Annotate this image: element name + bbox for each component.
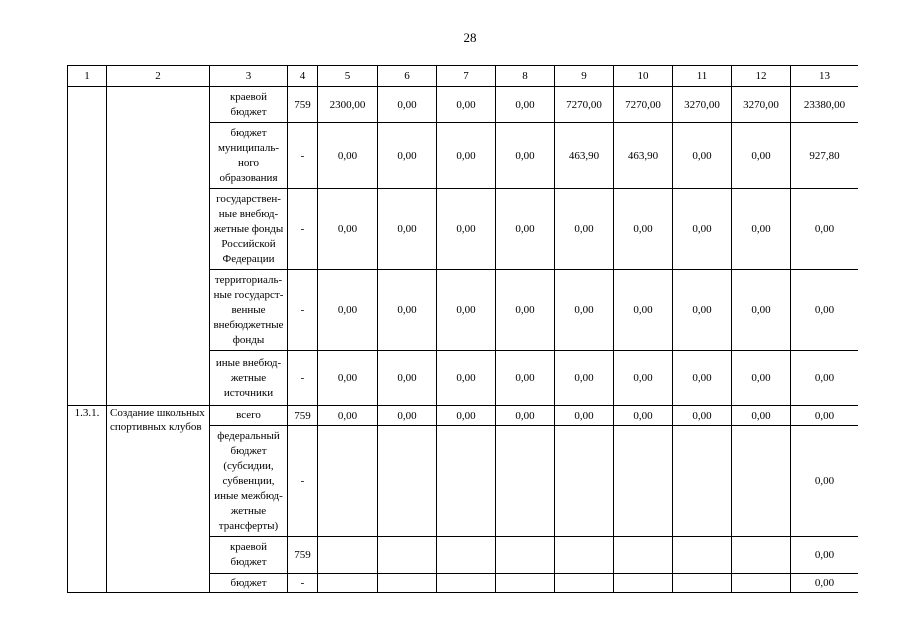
- value-cell: 0,00: [555, 189, 614, 270]
- value-cell: 2300,00: [318, 87, 378, 123]
- value-cell: 463,90: [555, 123, 614, 189]
- funding-source-cell: краевой бюджет: [210, 537, 288, 574]
- code-cell: -: [288, 270, 318, 351]
- row-name-cell: [107, 87, 210, 406]
- value-cell: 0,00: [378, 351, 437, 406]
- funding-source-cell: всего: [210, 406, 288, 426]
- code-cell: -: [288, 426, 318, 537]
- row-code-cell: [68, 87, 107, 406]
- value-cell: [437, 426, 496, 537]
- value-cell: [496, 537, 555, 574]
- value-cell: 0,00: [614, 351, 673, 406]
- value-cell: [555, 537, 614, 574]
- value-cell: 0,00: [555, 270, 614, 351]
- value-cell: 0,00: [732, 406, 791, 426]
- value-cell: [732, 574, 791, 593]
- value-cell: [378, 426, 437, 537]
- value-cell: 0,00: [496, 406, 555, 426]
- value-cell: [318, 426, 378, 537]
- value-cell: [673, 426, 732, 537]
- value-cell: 463,90: [614, 123, 673, 189]
- code-cell: -: [288, 189, 318, 270]
- value-cell: 0,00: [791, 351, 859, 406]
- value-cell: 0,00: [437, 189, 496, 270]
- column-number-9: 9: [555, 66, 614, 87]
- value-cell: [318, 574, 378, 593]
- value-cell: 0,00: [378, 270, 437, 351]
- value-cell: 0,00: [791, 406, 859, 426]
- value-cell: 0,00: [555, 351, 614, 406]
- value-cell: 0,00: [437, 87, 496, 123]
- column-number-7: 7: [437, 66, 496, 87]
- code-cell: 759: [288, 537, 318, 574]
- header-row: [68, 66, 859, 87]
- column-number-1: 1: [68, 66, 107, 87]
- value-cell: [614, 574, 673, 593]
- funding-source-cell: бюджет муниципаль-ного образования: [210, 123, 288, 189]
- value-cell: 0,00: [437, 270, 496, 351]
- value-cell: [496, 574, 555, 593]
- page-number: 28: [463, 30, 477, 45]
- value-cell: 0,00: [673, 351, 732, 406]
- value-cell: [378, 574, 437, 593]
- value-cell: 0,00: [378, 123, 437, 189]
- value-cell: [614, 426, 673, 537]
- code-cell: 759: [288, 406, 318, 426]
- value-cell: 0,00: [496, 123, 555, 189]
- value-cell: 0,00: [614, 270, 673, 351]
- value-cell: 0,00: [732, 351, 791, 406]
- value-cell: 0,00: [496, 270, 555, 351]
- column-number-2: 2: [107, 66, 210, 87]
- value-cell: 3270,00: [732, 87, 791, 123]
- value-cell: 0,00: [437, 123, 496, 189]
- value-cell: 0,00: [555, 406, 614, 426]
- code-cell: -: [288, 574, 318, 593]
- value-cell: [673, 574, 732, 593]
- funding-source-cell: иные внебюд-жетные источники: [210, 351, 288, 406]
- value-cell: 0,00: [437, 406, 496, 426]
- funding-source-cell: федеральный бюджет (субсидии, субвенции, иные межбюд-жетные трансферты): [210, 426, 288, 537]
- column-number-4: 4: [288, 66, 318, 87]
- value-cell: 0,00: [673, 270, 732, 351]
- value-cell: 0,00: [318, 406, 378, 426]
- value-cell: 7270,00: [614, 87, 673, 123]
- value-cell: 0,00: [673, 406, 732, 426]
- value-cell: 0,00: [378, 87, 437, 123]
- column-number-10: 10: [614, 66, 673, 87]
- value-cell: 0,00: [614, 406, 673, 426]
- value-cell: 0,00: [732, 123, 791, 189]
- value-cell: 0,00: [496, 189, 555, 270]
- value-cell: 0,00: [318, 189, 378, 270]
- value-cell: [673, 537, 732, 574]
- value-cell: [555, 574, 614, 593]
- budget-table: [67, 65, 858, 593]
- value-cell: 0,00: [791, 270, 859, 351]
- table-row: [68, 87, 859, 123]
- value-cell: 0,00: [732, 189, 791, 270]
- value-cell: 0,00: [732, 270, 791, 351]
- code-cell: -: [288, 351, 318, 406]
- value-cell: 0,00: [378, 406, 437, 426]
- value-cell: 0,00: [496, 351, 555, 406]
- code-cell: -: [288, 123, 318, 189]
- table-row: [68, 406, 859, 426]
- value-cell: 0,00: [791, 426, 859, 537]
- row-name-cell: Создание школьных спортивных клубов: [107, 406, 210, 593]
- funding-source-cell: краевой бюджет: [210, 87, 288, 123]
- value-cell: 3270,00: [673, 87, 732, 123]
- value-cell: 23380,00: [791, 87, 859, 123]
- column-number-13: 13: [791, 66, 859, 87]
- value-cell: 0,00: [673, 123, 732, 189]
- value-cell: [496, 426, 555, 537]
- value-cell: 0,00: [318, 123, 378, 189]
- value-cell: 7270,00: [555, 87, 614, 123]
- funding-source-cell: территориаль-ные государст-венные внебюджетные фонды: [210, 270, 288, 351]
- column-number-5: 5: [318, 66, 378, 87]
- value-cell: [732, 426, 791, 537]
- value-cell: 0,00: [614, 189, 673, 270]
- value-cell: [437, 537, 496, 574]
- value-cell: 0,00: [437, 351, 496, 406]
- value-cell: 0,00: [318, 270, 378, 351]
- budget-table-container: [67, 65, 858, 597]
- value-cell: 0,00: [791, 537, 859, 574]
- column-number-8: 8: [496, 66, 555, 87]
- column-number-12: 12: [732, 66, 791, 87]
- value-cell: [318, 537, 378, 574]
- value-cell: 0,00: [673, 189, 732, 270]
- code-cell: 759: [288, 87, 318, 123]
- value-cell: [732, 537, 791, 574]
- value-cell: 0,00: [791, 189, 859, 270]
- column-number-3: 3: [210, 66, 288, 87]
- funding-source-cell: бюджет: [210, 574, 288, 593]
- value-cell: 0,00: [318, 351, 378, 406]
- funding-source-cell: государствен-ные внебюд-жетные фонды Российской Федерации: [210, 189, 288, 270]
- value-cell: [614, 537, 673, 574]
- column-number-11: 11: [673, 66, 732, 87]
- value-cell: 0,00: [378, 189, 437, 270]
- value-cell: 927,80: [791, 123, 859, 189]
- column-number-6: 6: [378, 66, 437, 87]
- value-cell: [378, 537, 437, 574]
- value-cell: 0,00: [496, 87, 555, 123]
- value-cell: [437, 574, 496, 593]
- value-cell: 0,00: [791, 574, 859, 593]
- row-code-cell: 1.3.1.: [68, 406, 107, 593]
- value-cell: [555, 426, 614, 537]
